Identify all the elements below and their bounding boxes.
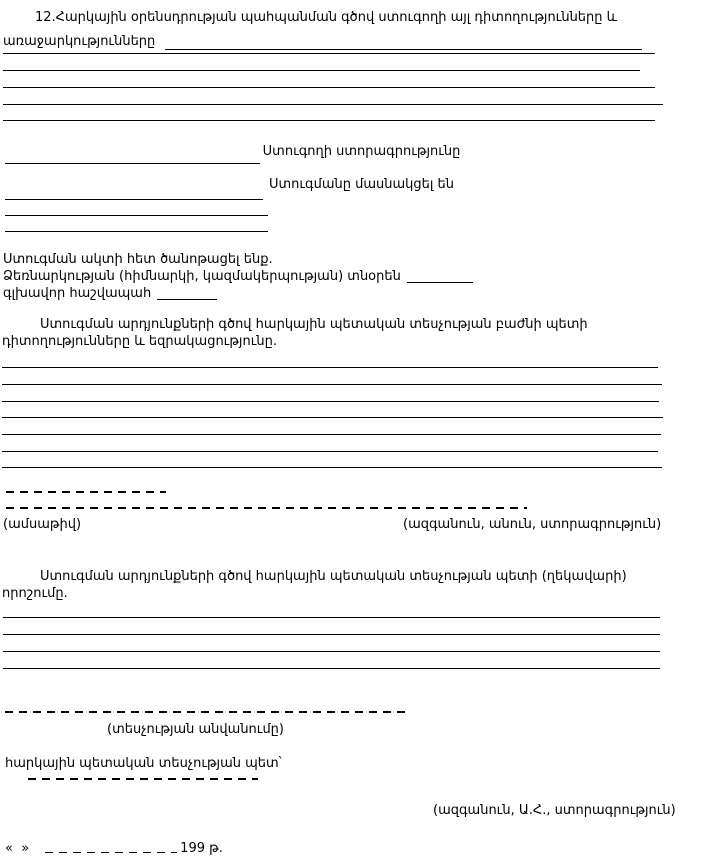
participants-label: Ստուգմանը մասնակցել են — [268, 177, 455, 192]
chief-accountant-label: գլխավոր հաշվապահ — [3, 286, 152, 301]
accountant-signature-line — [157, 299, 217, 300]
section-12-text-line2: առաջարկությունները — [3, 34, 156, 49]
participant-line — [5, 215, 268, 216]
fill-line — [3, 70, 640, 71]
director-signature-line — [407, 282, 473, 283]
fill-line — [2, 467, 662, 468]
date-row — [5, 841, 223, 857]
fill-line — [3, 651, 660, 652]
date-quotes: « » — [5, 841, 30, 856]
fill-line — [3, 53, 655, 54]
fill-line — [3, 634, 660, 635]
signature-line — [5, 163, 260, 164]
decision-line2: որոշումը. — [2, 586, 68, 601]
department-head-remarks-line2: դիտողությունները և եզրակացությունը. — [2, 334, 277, 349]
fill-line — [3, 617, 660, 618]
acknowledgement-intro: Ստուգման ակտի հետ ծանոթացել ենք. — [3, 252, 273, 267]
date-dashed-fill — [45, 852, 177, 854]
fill-line — [2, 384, 662, 385]
surname-initials-signature-caption: (ազգանուն, Ա.Հ., ստորագրություն) — [433, 803, 676, 818]
inspector-signature-label: Ստուգողի ստորագրությունը — [262, 144, 461, 159]
date-caption: (ամսաթիվ) — [3, 517, 82, 532]
department-head-remarks-line1: Ստուգման արդյունքների գծով հարկային պետական տեսչության բաժնի պետի — [40, 317, 588, 332]
fill-line — [3, 87, 655, 88]
fill-line — [2, 434, 661, 435]
director-row — [3, 269, 473, 285]
fill-line — [2, 451, 658, 452]
chief-accountant-row — [3, 286, 217, 302]
inspectorate-name-dashed-line — [5, 711, 405, 713]
inspectorate-head-label: հարկային պետական տեսչության պետ՝ — [5, 756, 282, 771]
decision-line1: Ստուգման արդյունքների գծով հարկային պետական տեսչության պետի (ղեկավարի) — [40, 569, 627, 584]
fill-line — [3, 668, 660, 669]
section-12-text-line2-row — [3, 34, 642, 50]
fill-line — [3, 104, 663, 105]
fill-line — [165, 49, 642, 50]
year-label: 199 թ. — [180, 841, 223, 856]
name-signature-dashed-line — [6, 507, 527, 509]
name-signature-caption: (ազգանուն, անուն, ստորագրություն) — [403, 517, 662, 532]
fill-line — [3, 120, 655, 121]
fill-line — [2, 367, 658, 368]
inspectorate-head-signature-line — [28, 778, 258, 780]
fill-line — [2, 401, 659, 402]
inspectorate-name-caption: (տեսչության անվանումը) — [107, 722, 284, 737]
participant-line — [5, 231, 268, 232]
date-dashed-line — [6, 491, 166, 493]
fill-line — [2, 417, 663, 418]
participant-line — [5, 199, 263, 200]
section-12-text-line1: 12.Հարկային օրենսդրության պահպանման գծով ստուգողի այլ դիտողությունները և — [35, 10, 618, 25]
director-label: Ձեռնարկության (հիմնարկի, կազմակերպության) տնօրեն — [3, 269, 401, 284]
